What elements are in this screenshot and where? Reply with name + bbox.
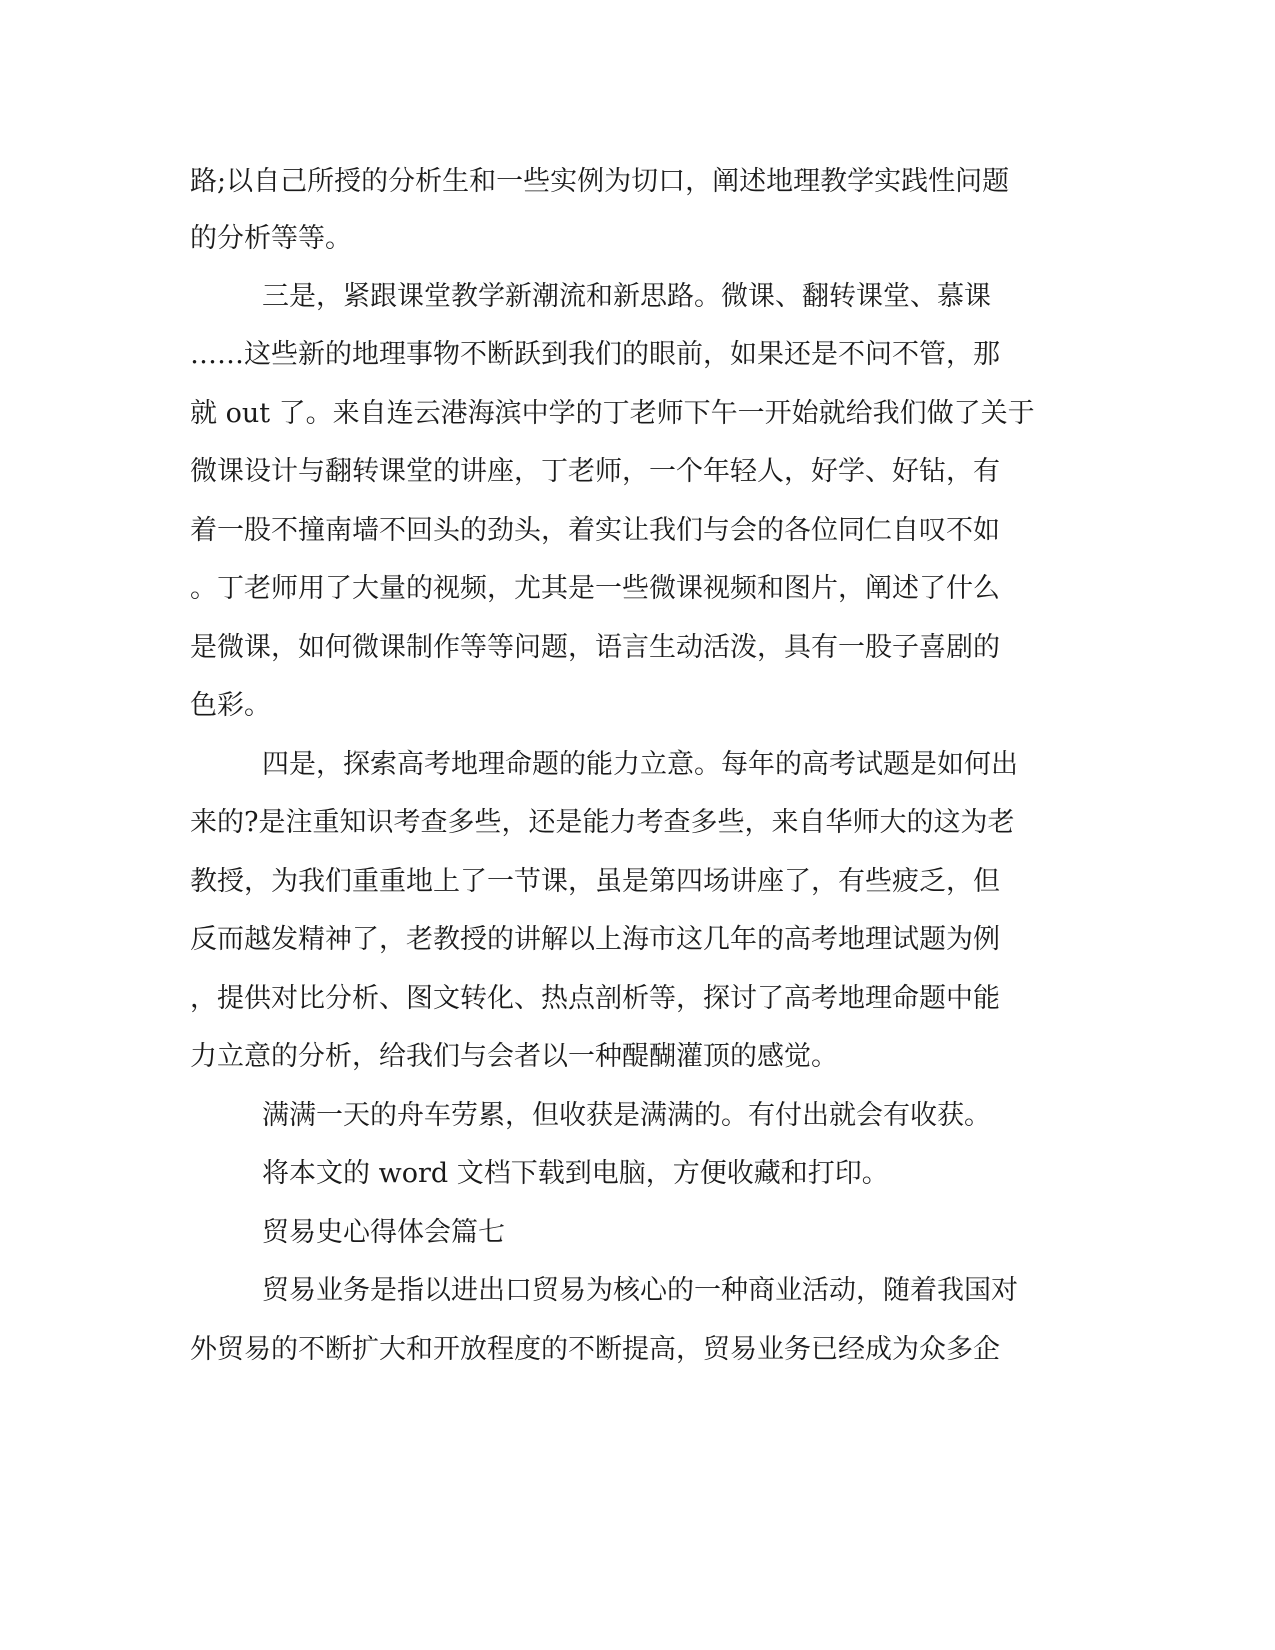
text-line: 。丁老师用了大量的视频，尤其是一些微课视频和图片，阐述了什么 xyxy=(190,573,1000,604)
text-line: 着一股不撞南墙不回头的劲头，着实让我们与会的各位同仁自叹不如 xyxy=(190,515,1000,546)
paragraph-start: 三是，紧跟课堂教学新潮流和新思路。微课、翻转课堂、慕课 xyxy=(262,281,991,312)
text-line: 的分析等等。 xyxy=(190,223,352,254)
text-line: 是微课，如何微课制作等等问题，语言生动活泼，具有一股子喜剧的 xyxy=(190,632,1000,663)
text-line: 色彩。 xyxy=(190,690,271,721)
text-line: 反而越发精神了，老教授的讲解以上海市这几年的高考地理试题为例 xyxy=(190,924,1000,955)
text-line: ，提供对比分析、图文转化、热点剖析等，探讨了高考地理命题中能 xyxy=(190,983,1000,1014)
text-line: 力立意的分析，给我们与会者以一种醍醐灌顶的感觉。 xyxy=(190,1041,838,1072)
text-line: 外贸易的不断扩大和开放程度的不断提高，贸易业务已经成为众多企 xyxy=(190,1334,1000,1365)
paragraph-start: 将本文的 word 文档下载到电脑，方便收藏和打印。 xyxy=(262,1158,889,1189)
section-heading: 贸易史心得体会篇七 xyxy=(262,1217,505,1248)
text-line: 来的?是注重知识考查多些，还是能力考查多些，来自华师大的这为老 xyxy=(190,807,1015,838)
text-line: 就 out 了。来自连云港海滨中学的丁老师下午一开始就给我们做了关于 xyxy=(190,398,1035,429)
text-line: 路;以自己所授的分析生和一些实例为切口，阐述地理教学实践性问题 xyxy=(190,166,1010,197)
text-line: 微课设计与翻转课堂的讲座，丁老师，一个年轻人，好学、好钻，有 xyxy=(190,456,1000,487)
text-line: 教授，为我们重重地上了一节课，虽是第四场讲座了，有些疲乏，但 xyxy=(190,866,1000,897)
text-line: ……这些新的地理事物不断跃到我们的眼前，如果还是不问不管，那 xyxy=(190,339,1000,370)
paragraph-start: 四是，探索高考地理命题的能力立意。每年的高考试题是如何出 xyxy=(262,749,1018,780)
paragraph-start: 满满一天的舟车劳累，但收获是满满的。有付出就会有收获。 xyxy=(262,1100,991,1131)
paragraph-start: 贸易业务是指以进出口贸易为核心的一种商业活动，随着我国对 xyxy=(262,1275,1018,1306)
